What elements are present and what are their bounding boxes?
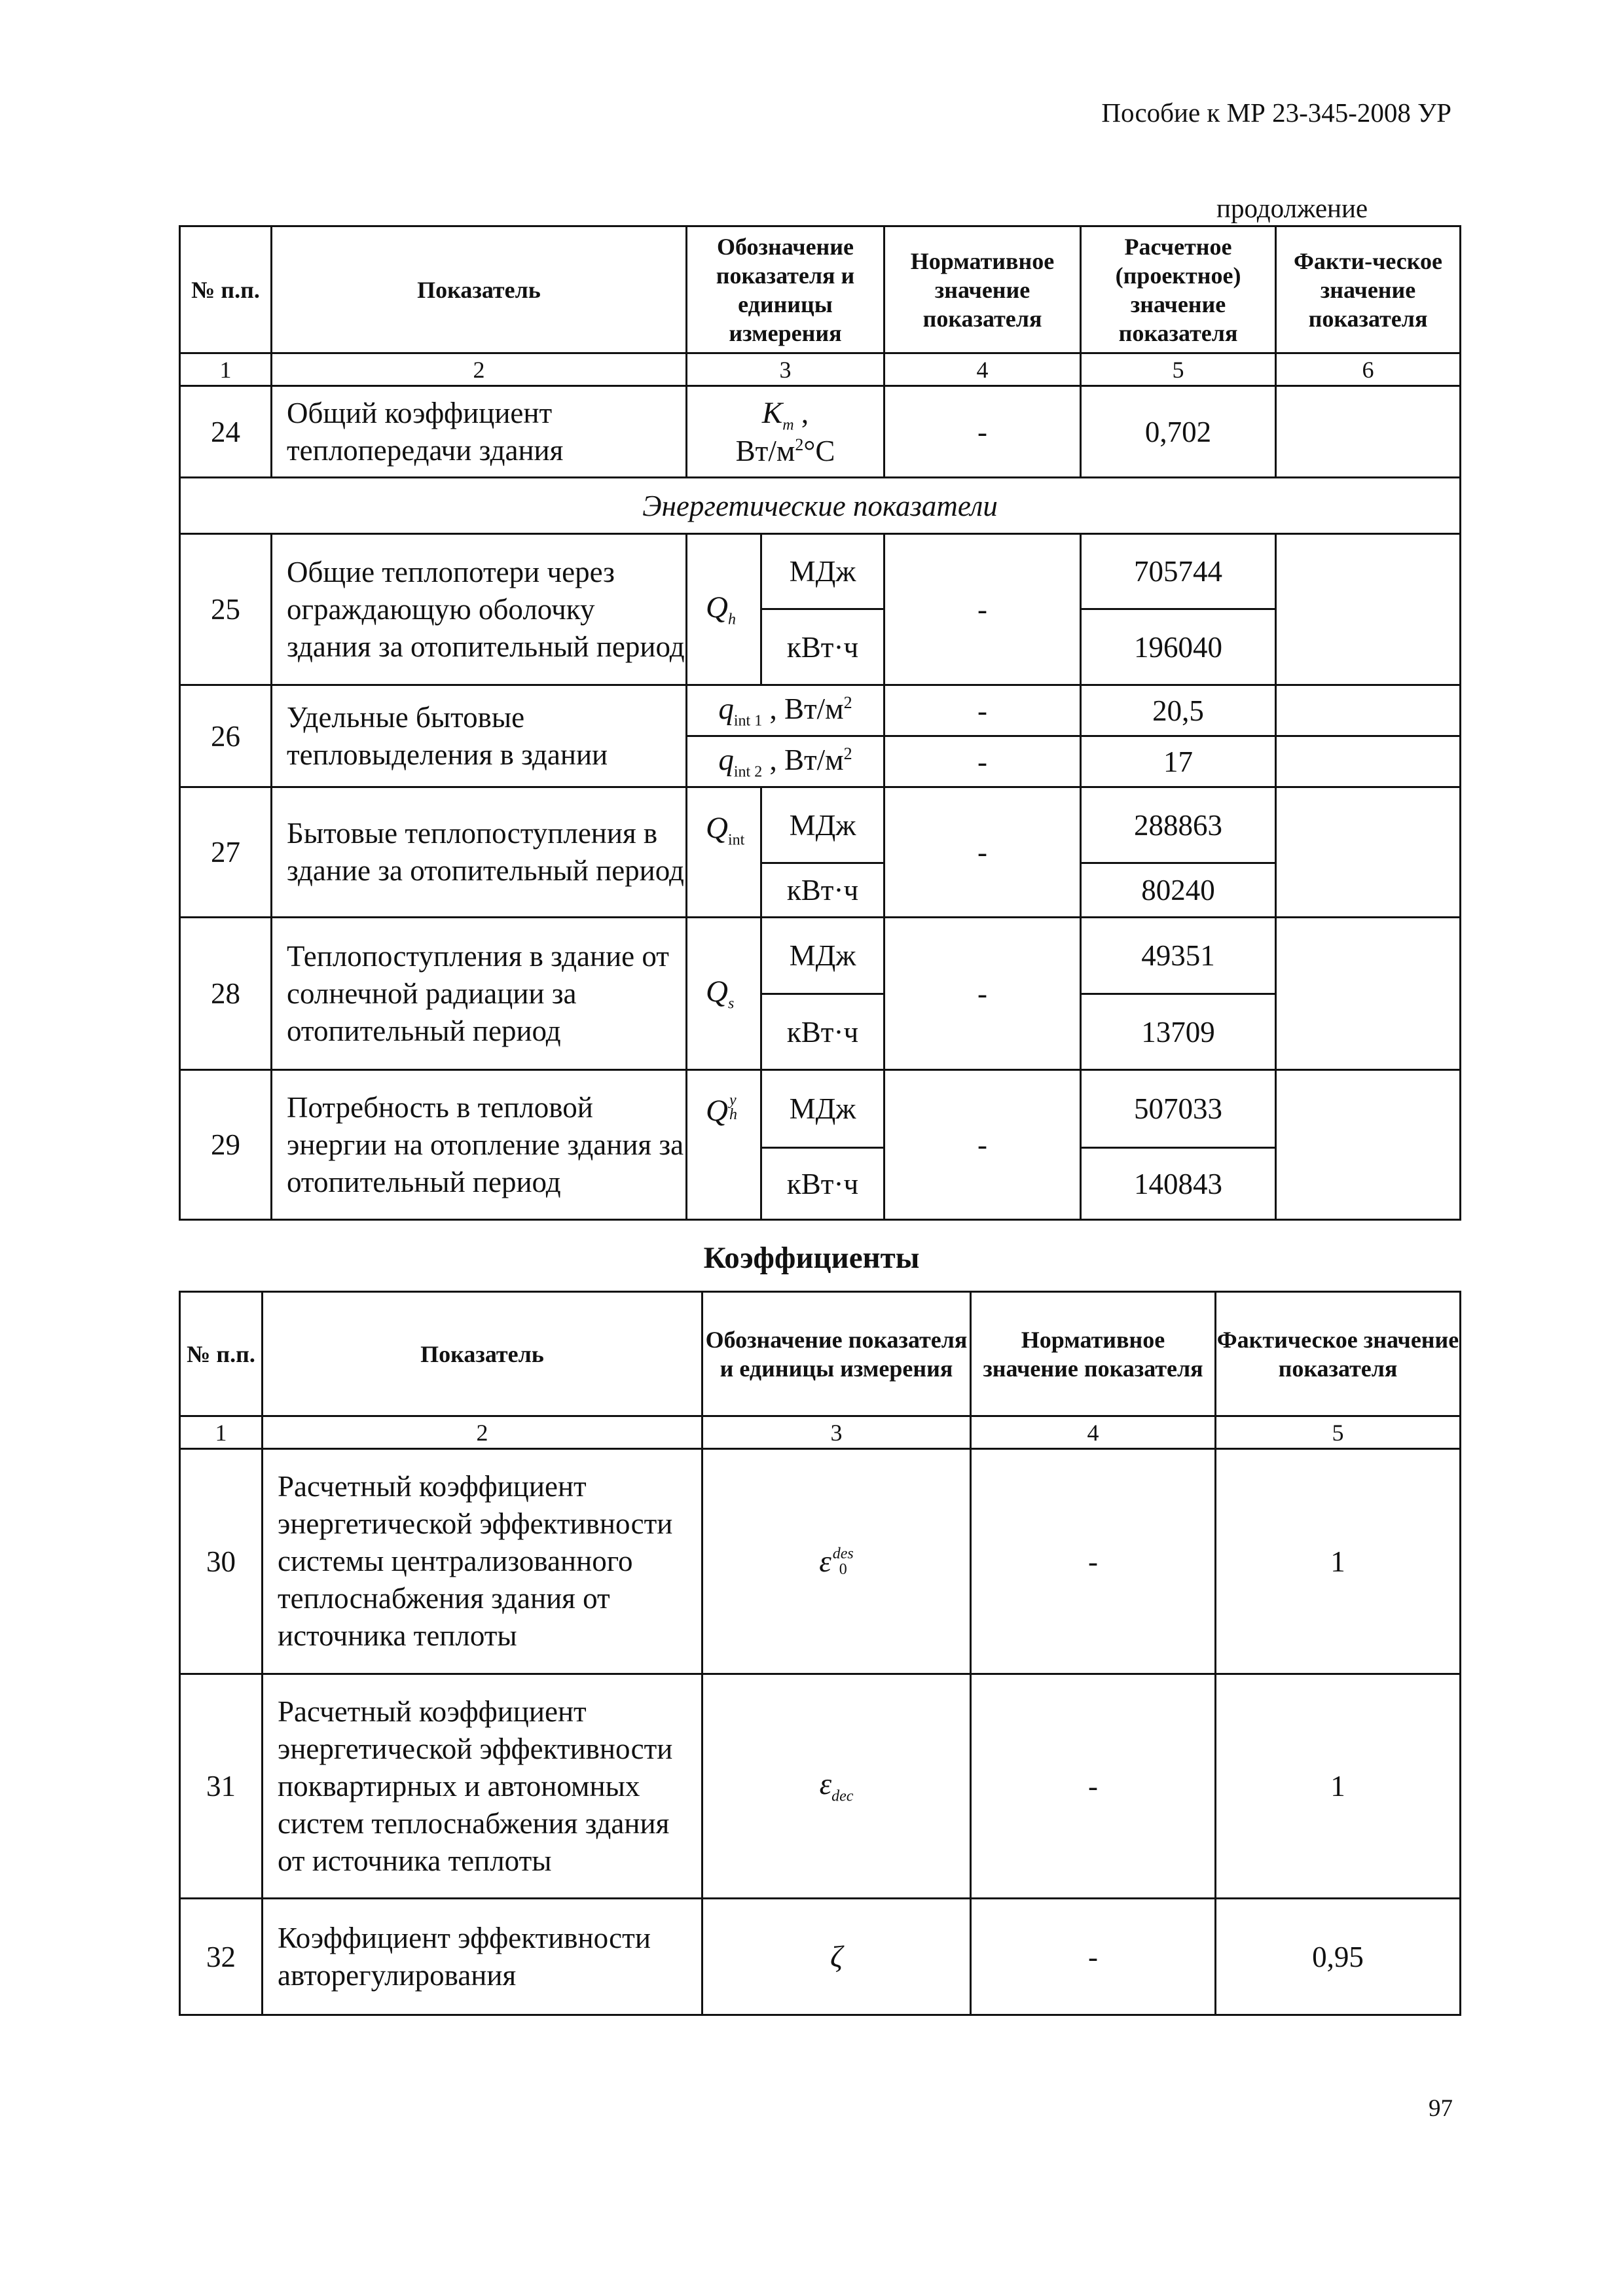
designation-cell: $q_{int 1}$ , $Вт/м^2$	[687, 685, 884, 736]
actual-value: 1	[1216, 1674, 1461, 1899]
col-header-normative: Нормативное значение показателя	[971, 1292, 1216, 1416]
normative-value: -	[884, 685, 1081, 736]
section-title: Энергетические показатели	[180, 478, 1461, 534]
calculated-value: 80240	[1081, 863, 1276, 918]
calculated-value: 705744	[1081, 534, 1276, 609]
indicator-name: Общие теплопотери через ограждающую оболочку здания за отопительный период	[272, 534, 687, 685]
row-number: 25	[180, 534, 272, 685]
normative-value: -	[971, 1899, 1216, 2015]
document-header: Пособие к МР 23-345-2008 УР	[1101, 98, 1451, 128]
unit: МДж	[761, 1070, 884, 1148]
col-number: 5	[1081, 353, 1276, 386]
table-row	[180, 1449, 1461, 1674]
table-row	[180, 1070, 1461, 1148]
calculated-value: 288863	[1081, 787, 1276, 863]
normative-value: -	[884, 918, 1081, 1070]
normative-value: -	[971, 1674, 1216, 1899]
unit: кВт·ч	[761, 863, 884, 918]
calculated-value: 13709	[1081, 994, 1276, 1070]
unit: МДж	[761, 534, 884, 609]
calculated-value: 196040	[1081, 609, 1276, 685]
symbol-cell: $Q_{int}$	[687, 787, 761, 918]
row-number: 29	[180, 1070, 272, 1220]
continuation-label: продолжение	[1216, 193, 1368, 223]
table-row	[180, 685, 1461, 736]
symbol-cell: $Q_s$	[687, 918, 761, 1070]
col-header-num: № п.п.	[180, 1292, 263, 1416]
column-number-row	[180, 353, 1461, 386]
col-header-designation: Обозначение показателя и единицы измерения	[702, 1292, 971, 1416]
indicator-name: Бытовые теплопоступления в здание за отопительный период	[272, 787, 687, 918]
symbol-cell: ζ	[702, 1899, 971, 2015]
calculated-value: 17	[1081, 736, 1276, 787]
row-number: 24	[180, 386, 272, 478]
actual-value	[1276, 787, 1461, 918]
designation-cell: $q_{int 2}$ , $Вт/м^2$	[687, 736, 884, 787]
unit: кВт·ч	[761, 609, 884, 685]
row-number: 28	[180, 918, 272, 1070]
col-header-indicator: Показатель	[263, 1292, 702, 1416]
col-number: 4	[971, 1416, 1216, 1449]
row-number: 30	[180, 1449, 263, 1674]
symbol-cell: Q y h	[687, 1070, 761, 1220]
row-number: 32	[180, 1899, 263, 2015]
calculated-value: 0,702	[1081, 386, 1276, 478]
table-header-row	[180, 226, 1461, 353]
calculated-value: 20,5	[1081, 685, 1276, 736]
unit: МДж	[761, 918, 884, 994]
col-header-num: № п.п.	[180, 226, 272, 353]
col-header-actual: Фактическое значение показателя	[1216, 1292, 1461, 1416]
row-number: 26	[180, 685, 272, 787]
unit: МДж	[761, 787, 884, 863]
calculated-value: 49351	[1081, 918, 1276, 994]
actual-value	[1276, 685, 1461, 736]
normative-value: -	[884, 736, 1081, 787]
actual-value	[1276, 386, 1461, 478]
indicator-name: Потребность в тепловой энергии на отопление здания за отопительный период	[272, 1070, 687, 1220]
indicator-name: Общий коэффициент теплопередачи здания	[272, 386, 687, 478]
actual-value: 0,95	[1216, 1899, 1461, 2015]
symbol: $K_m$	[761, 395, 794, 434]
indicator-name: Расчетный коэффициент энергетической эффективности поквартирных и автономных систем теплоснабжения здания от источника теплоты	[263, 1674, 702, 1899]
table-row	[180, 1899, 1461, 2015]
section-heading: Коэффициенты	[703, 1241, 920, 1275]
actual-value	[1276, 1070, 1461, 1220]
col-number: 4	[884, 353, 1081, 386]
symbol-cell: $Q_h$	[687, 534, 761, 685]
symbol-cell: $\varepsilon_{dec}$	[702, 1674, 971, 1899]
symbol-suffix: ,	[793, 396, 809, 429]
col-number: 2	[272, 353, 687, 386]
col-header-calculated: Расчетное (проектное) значение показателя	[1081, 226, 1276, 353]
coefficients-table	[179, 1291, 1461, 2016]
col-number: 5	[1216, 1416, 1461, 1449]
calculated-value: 140843	[1081, 1148, 1276, 1220]
actual-value	[1276, 534, 1461, 685]
normative-value: -	[884, 534, 1081, 685]
table-row	[180, 787, 1461, 863]
actual-value: 1	[1216, 1449, 1461, 1674]
unit: кВт·ч	[761, 994, 884, 1070]
col-number: 2	[263, 1416, 702, 1449]
col-header-indicator: Показатель	[272, 226, 687, 353]
table-header-row	[180, 1292, 1461, 1416]
col-number: 1	[180, 353, 272, 386]
normative-value: -	[884, 787, 1081, 918]
row-number: 27	[180, 787, 272, 918]
col-header-designation: Обозначение показателя и единицы измерения	[687, 226, 884, 353]
col-number: 3	[687, 353, 884, 386]
col-number: 3	[702, 1416, 971, 1449]
unit: $Вт/м^2^\circ С$	[735, 435, 835, 468]
actual-value	[1276, 918, 1461, 1070]
normative-value: -	[884, 386, 1081, 478]
indicators-table	[179, 225, 1461, 1221]
indicator-name: Удельные бытовые тепловыделения в здании	[272, 685, 687, 787]
indicator-name: Теплопоступления в здание от солнечной радиации за отопительный период	[272, 918, 687, 1070]
normative-value: -	[971, 1449, 1216, 1674]
col-number: 1	[180, 1416, 263, 1449]
actual-value	[1276, 736, 1461, 787]
row-number: 31	[180, 1674, 263, 1899]
normative-value: -	[884, 1070, 1081, 1220]
indicator-name: Коэффициент эффективности авторегулирования	[263, 1899, 702, 2015]
calculated-value: 507033	[1081, 1070, 1276, 1148]
section-row	[180, 478, 1461, 534]
col-header-normative: Нормативное значение показателя	[884, 226, 1081, 353]
table-row	[180, 918, 1461, 994]
designation-cell	[687, 386, 884, 478]
unit: кВт·ч	[761, 1148, 884, 1220]
indicator-name: Расчетный коэффициент энергетической эффективности системы централизованного теплоснабжения здания от источника теплоты	[263, 1449, 702, 1674]
table-row	[180, 1674, 1461, 1899]
table-row	[180, 386, 1461, 478]
col-header-actual: Факти-ческое значение показателя	[1276, 226, 1461, 353]
page-number: 97	[1429, 2095, 1453, 2122]
symbol-cell: ε des 0	[702, 1449, 971, 1674]
column-number-row	[180, 1416, 1461, 1449]
col-number: 6	[1276, 353, 1461, 386]
table-row	[180, 534, 1461, 609]
